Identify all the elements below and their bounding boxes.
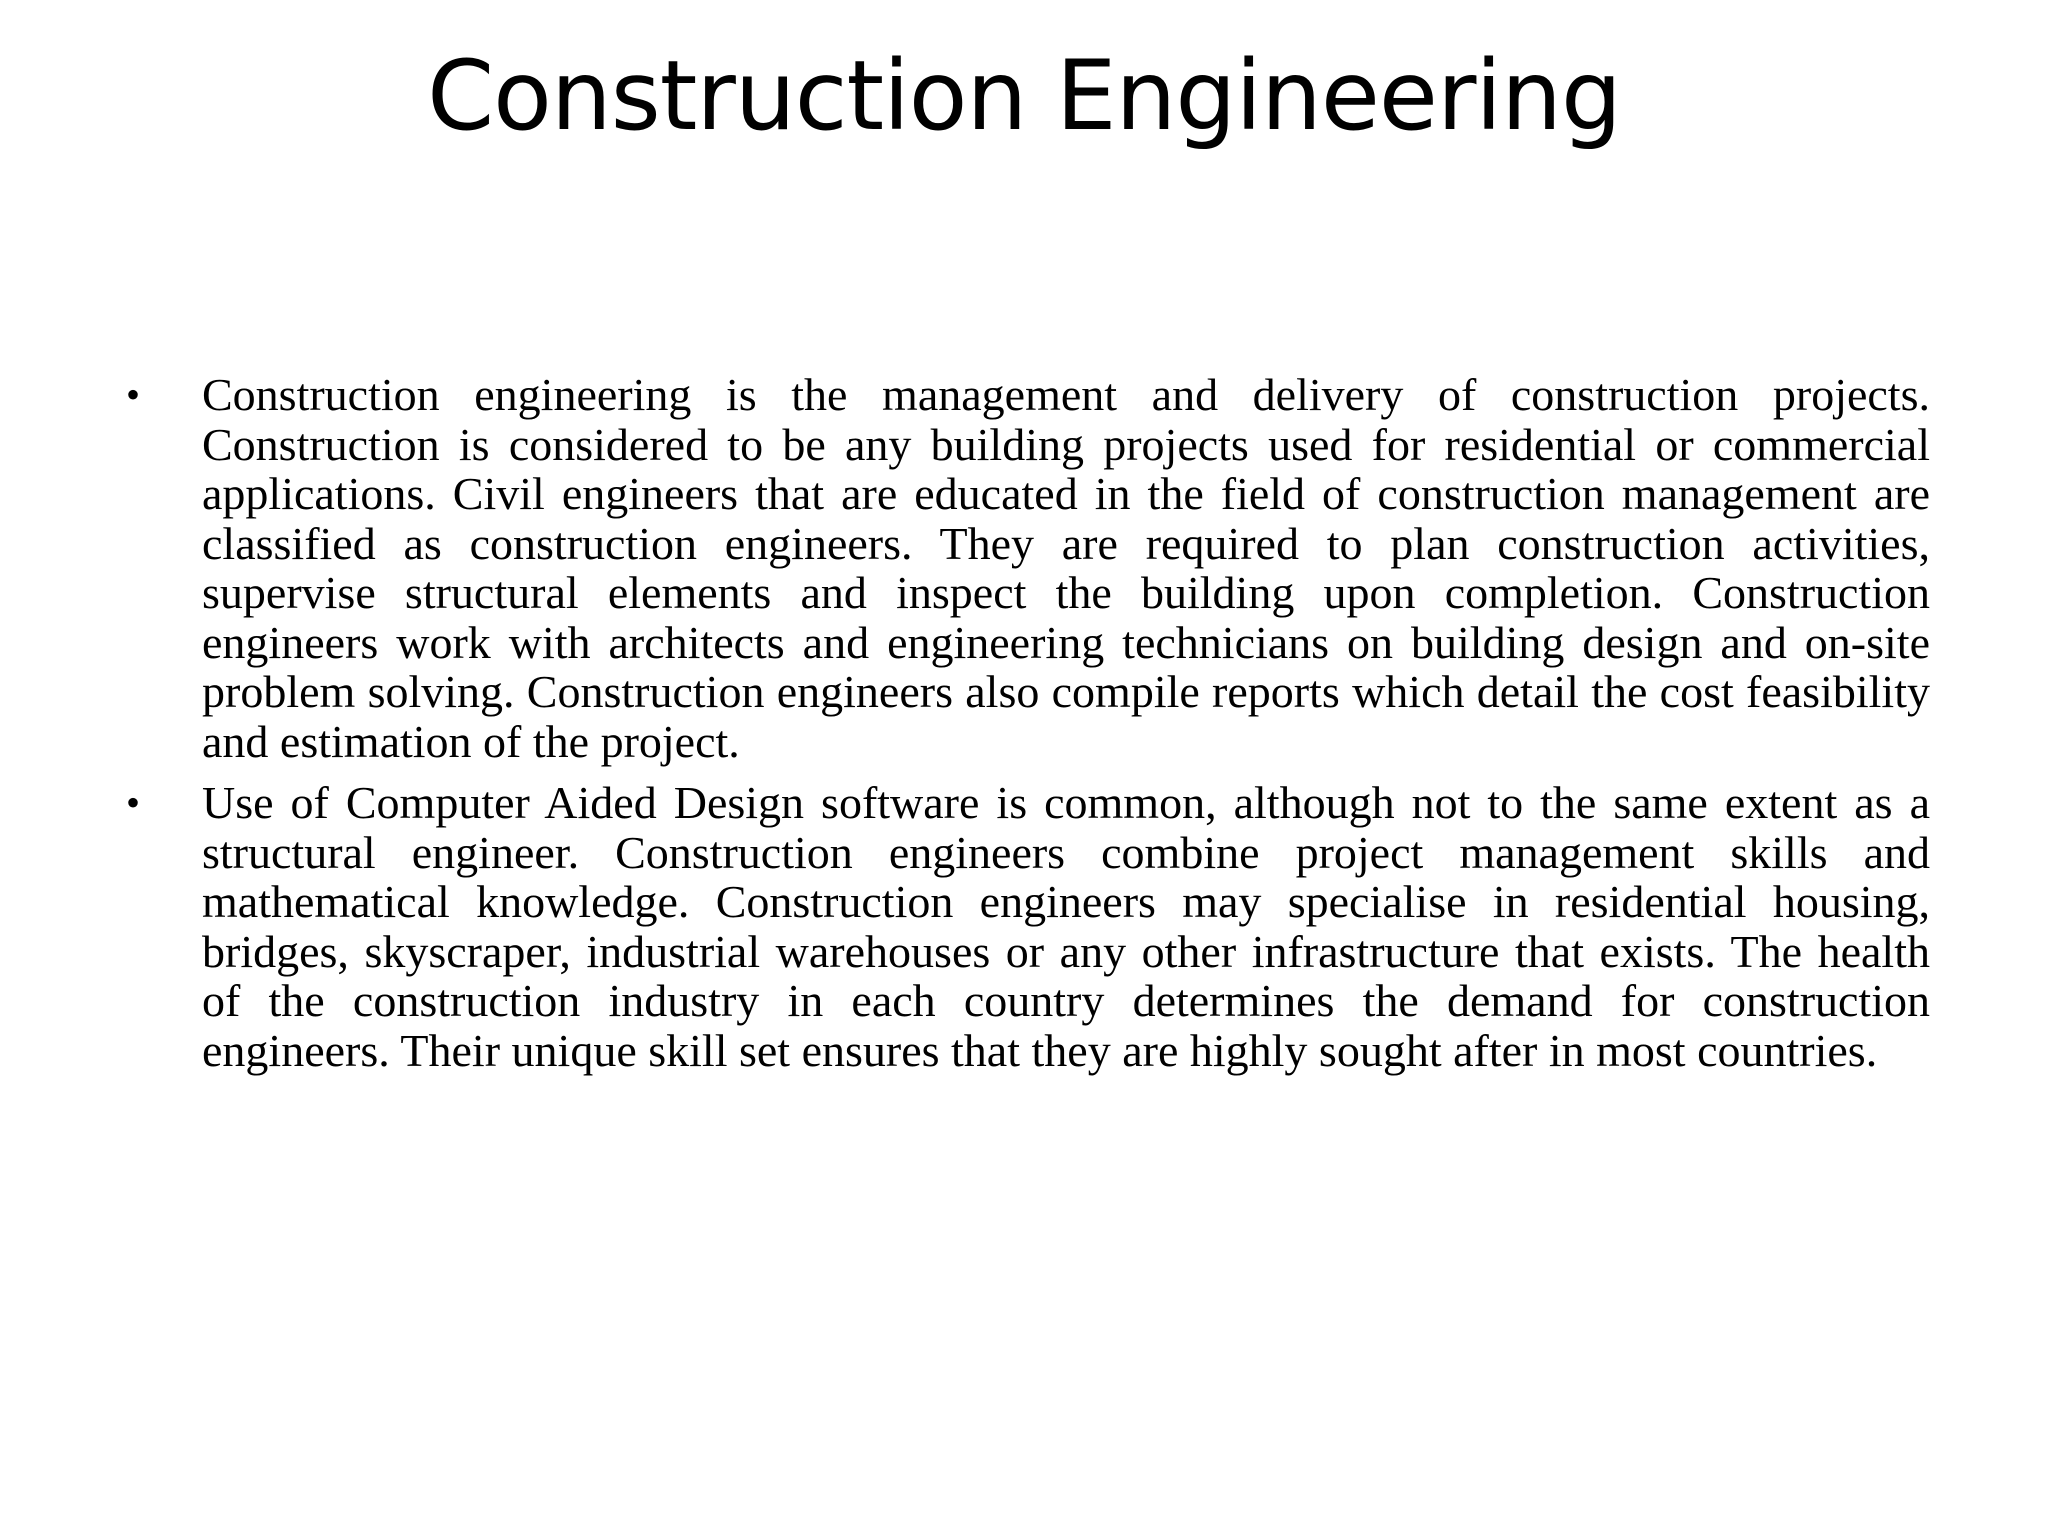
bullet-list [120, 370, 1930, 1087]
bullet-text: Use of Computer Aided Design software is common, although not to the same extent as a structural engineer. Construction engineers combine project management skills and mathematical knowledge. Construction engineers may specialise in residential housing, bridges, skyscraper, industrial warehouses or any other infrastructure that exists. The health of the construction industry in each country determines the demand for construction engineers. Their unique skill set ensures that they are highly sought after in most countries. [202, 777, 1930, 1076]
bullet-point-icon: • [126, 780, 141, 825]
bullet-item [120, 778, 1930, 1075]
bullet-point-icon: • [126, 372, 141, 417]
slide-title: Construction Engineering [427, 40, 1621, 152]
bullet-item [120, 370, 1930, 766]
bullet-text: Construction engineering is the management and delivery of construction projects. Construction is considered to be any building projects used for residential or commercial applications. Civil engineers that are educated in the field of construction management are classified as construction engineers. They are required to plan construction activities, supervise structural elements and inspect the building upon completion. Construction engineers work with architects and engineering technicians on building design and on-site problem solving. Construction engineers also compile reports which detail the cost feasibility and estimation of the project. [202, 369, 1930, 767]
